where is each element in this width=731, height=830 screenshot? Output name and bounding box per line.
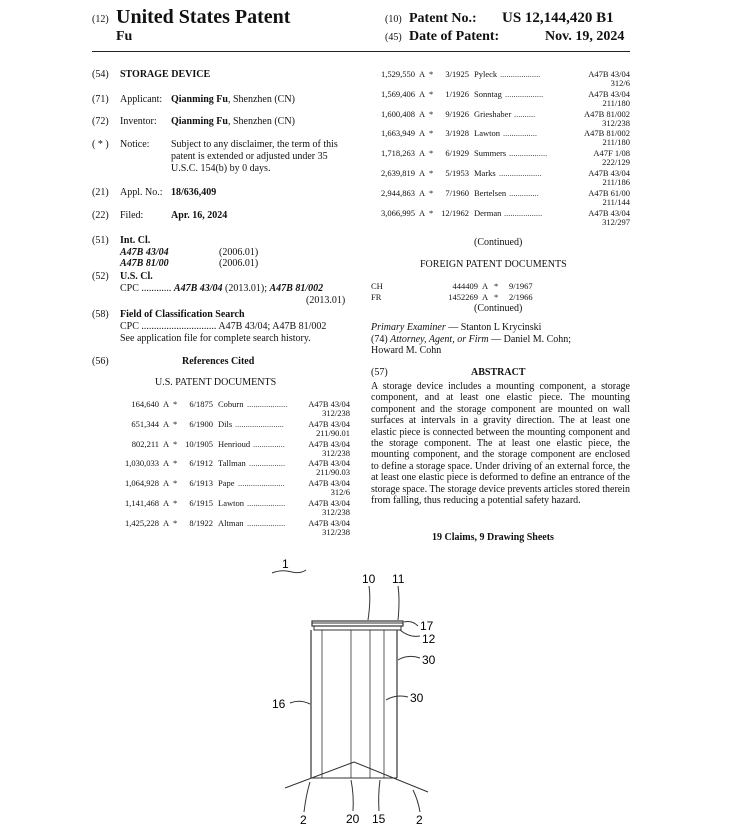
document-title: United States Patent	[116, 6, 291, 28]
ref-subclass: 312/238	[322, 526, 350, 537]
ref-name: Grieshaber	[474, 108, 512, 119]
ref-class: A47B 81/002	[583, 108, 630, 119]
cpc-2-year: (2013.01)	[306, 295, 346, 306]
ref-name: Lawton	[218, 498, 244, 508]
foreign-date: 9/1967	[509, 281, 533, 291]
cpc-1: A47B 43/04	[173, 283, 223, 294]
cpc-1-year: (2013.01);	[222, 283, 270, 294]
ref-kind: A	[163, 399, 170, 409]
ref-class: A47B 43/04	[588, 88, 630, 99]
field-search-label: Field of Classification Search	[120, 309, 245, 320]
ref-subclass: 312/6	[610, 78, 630, 88]
foreign-star: *	[494, 291, 499, 302]
field-search-cpc: CPC .............................. A47B 43/04; A47B 81/002	[120, 321, 327, 332]
ref-class: A47F 1/08	[593, 148, 630, 159]
code-54: (54)	[92, 69, 109, 80]
ref-number: 1,141,468	[125, 498, 159, 508]
ref-star: *	[173, 458, 178, 469]
ref-subclass: 312/238	[602, 117, 630, 128]
ref-number: 1,030,033	[125, 458, 159, 469]
inventor-label: Inventor:	[120, 116, 157, 127]
code-56: (56)	[92, 356, 109, 367]
ref-number: 1,425,228	[125, 517, 159, 528]
foreign-date: 2/1966	[509, 291, 533, 302]
ref-number: 164,640	[131, 399, 159, 409]
ref-number: 651,344	[131, 418, 159, 429]
patent-no-label: Patent No.:	[409, 11, 477, 26]
ref-kind: A	[163, 418, 170, 429]
ref-name: Bertelsen	[474, 187, 507, 198]
intcl-2-year: (2006.01)	[219, 258, 259, 269]
foreign-kind: A	[482, 291, 489, 302]
ref-date: 6/1912	[189, 458, 213, 469]
abstract-label: ABSTRACT	[471, 367, 526, 378]
ref-name: Sonntag	[474, 88, 502, 99]
ref-leader-dots: ..........	[514, 108, 536, 119]
code-notice: ( * )	[92, 139, 109, 150]
ref-kind: A	[163, 498, 170, 508]
ref-date: 3/1928	[445, 128, 469, 139]
ref-star: *	[429, 148, 434, 159]
agent-name-2: Howard M. Cohn	[371, 345, 442, 356]
ref-date: 7/1960	[445, 187, 469, 198]
notice-line-3: U.S.C. 154(b) by 0 days.	[171, 163, 271, 174]
ref-kind: A	[419, 187, 426, 198]
ref-name: Pape	[218, 478, 235, 489]
ref-kind: A	[419, 69, 426, 79]
inventor-surname-header: Fu	[116, 29, 133, 44]
code-57: (57)	[371, 367, 388, 378]
ref-star: *	[429, 128, 434, 139]
ref-class: A47B 81/002	[583, 128, 630, 139]
ref-date: 6/1900	[189, 418, 213, 429]
code-12: (12)	[92, 14, 109, 25]
ref-date: 6/1913	[189, 478, 213, 489]
ref-class: A47B 43/04	[308, 418, 350, 429]
ref-number: 2,944,863	[381, 187, 415, 198]
patent-number: US 12,144,420 B1	[502, 10, 614, 26]
ref-leader-dots: .................	[249, 458, 286, 469]
ref-number: 1,718,263	[381, 148, 415, 159]
ref-date: 3/1925	[445, 69, 469, 79]
label-30-upper: 30	[422, 653, 436, 667]
ref-kind: A	[163, 458, 170, 469]
intcl-2: A47B 81/00	[120, 258, 169, 269]
ref-kind: A	[163, 438, 170, 449]
foreign-country: CH	[371, 281, 383, 291]
leader-12	[400, 630, 420, 636]
intcl-1-year: (2006.01)	[219, 247, 259, 258]
continued-2: (Continued)	[474, 303, 523, 314]
code-71: (71)	[92, 94, 109, 105]
ref-name: Henrioud	[218, 438, 251, 449]
ref-leader-dots: ....................	[499, 168, 542, 178]
ref-number: 1,663,949	[381, 128, 415, 139]
ref-star: *	[429, 88, 434, 99]
ref-leader-dots: ..............	[509, 187, 539, 198]
ref-name: Summers	[474, 148, 507, 159]
ref-date: 8/1922	[189, 517, 213, 528]
label-30-lower: 30	[410, 691, 424, 705]
ref-date: 10/1905	[185, 438, 213, 449]
appl-no: 18/636,409	[171, 187, 217, 198]
cpc-2: A47B 81/002	[269, 283, 324, 294]
ref-date: 9/1926	[445, 108, 469, 119]
ref-class: A47B 43/04	[308, 517, 350, 528]
ref-kind: A	[419, 128, 426, 139]
ref-name: Marks	[474, 168, 496, 178]
leader-10	[368, 586, 370, 620]
continued-1: (Continued)	[474, 237, 523, 248]
applicant-location: , Shenzhen (CN)	[227, 94, 295, 105]
ref-class: A47B 43/04	[308, 478, 350, 489]
ref-name: Lawton	[474, 128, 500, 139]
ref-leader-dots: ..................	[247, 517, 286, 528]
ref-leader-dots: .......................	[235, 418, 284, 429]
agent-label: Attorney, Agent, or Firm	[390, 334, 489, 345]
ref-date: 5/1953	[445, 168, 469, 178]
ref-star: *	[429, 168, 434, 178]
notice-line-1: Subject to any disclaimer, the term of this	[171, 139, 338, 150]
ref-number: 1,064,928	[125, 478, 159, 489]
ref-number: 1,569,406	[381, 88, 415, 99]
notice-line-2: patent is extended or adjusted under 35	[171, 151, 328, 162]
ref-class: A47B 43/04	[308, 399, 350, 409]
ref-class: A47B 43/04	[308, 498, 350, 508]
foreign-number: 1452269	[448, 291, 478, 302]
code-51: (51)	[92, 235, 109, 246]
ref-number: 1,529,550	[381, 69, 415, 79]
foreign-docs-label: FOREIGN PATENT DOCUMENTS	[420, 259, 567, 270]
leader-2a	[304, 782, 310, 812]
ref-star: *	[429, 207, 434, 218]
label-10: 10	[362, 572, 376, 586]
ref-subclass: 211/180	[602, 97, 630, 108]
label-11: 11	[392, 572, 405, 586]
foreign-country: FR	[371, 291, 382, 302]
examiner-name: — Stanton L Krycinski	[445, 322, 542, 333]
ref-star: *	[429, 69, 434, 79]
ref-number: 802,211	[131, 438, 159, 449]
ref-star: *	[173, 478, 178, 489]
examiner-label: Primary Examiner	[371, 322, 446, 333]
ref-subclass: 222/129	[602, 157, 630, 168]
ref-star: *	[429, 187, 434, 198]
ref-name: Derman	[474, 207, 502, 218]
date-of-patent-label: Date of Patent:	[409, 29, 500, 44]
ref-number: 2,639,819	[381, 168, 415, 178]
ref-subclass: 312/238	[322, 408, 350, 418]
code-74: (74)	[371, 334, 388, 345]
uscl-label: U.S. Cl.	[120, 271, 153, 282]
us-patent-docs-label: U.S. PATENT DOCUMENTS	[155, 377, 277, 388]
ref-subclass: 312/238	[322, 507, 350, 517]
intcl-1: A47B 43/04	[120, 247, 169, 258]
foreign-kind: A	[482, 281, 489, 291]
filed-label: Filed:	[120, 210, 144, 221]
code-52: (52)	[92, 271, 109, 282]
code-10: (10)	[385, 14, 402, 25]
ref-name: Tallman	[218, 458, 246, 469]
ref-date: 6/1929	[445, 148, 469, 159]
ref-star: *	[173, 517, 178, 528]
claims-sheets: 19 Claims, 9 Drawing Sheets	[432, 532, 554, 543]
invention-title: STORAGE DEVICE	[120, 69, 211, 80]
label-20: 20	[346, 812, 360, 826]
ref-class: A47B 43/04	[308, 438, 350, 449]
applicant-name: Qianming Fu	[171, 94, 228, 105]
leader-15	[379, 780, 380, 811]
leader-30a	[398, 656, 420, 660]
ref-subclass: 312/6	[330, 487, 350, 498]
leader-11	[398, 586, 399, 620]
ref-kind: A	[163, 517, 170, 528]
ref-star: *	[173, 438, 178, 449]
ref-kind: A	[419, 88, 426, 99]
ref-date: 12/1962	[441, 207, 469, 218]
ref-subclass: 211/186	[602, 177, 630, 187]
ref-class: A47B 61/00	[588, 187, 630, 198]
wall-line-left	[285, 762, 354, 788]
wall-line-right	[354, 762, 428, 792]
ref-date: 6/1915	[189, 498, 213, 508]
inventor-name: Qianming Fu	[171, 116, 228, 127]
ref-kind: A	[419, 168, 426, 178]
inventor-location: , Shenzhen (CN)	[227, 116, 295, 127]
ref-leader-dots: ................	[503, 128, 537, 139]
ref-kind: A	[163, 478, 170, 489]
ref-name: Dils	[218, 418, 233, 429]
ref-class: A47B 43/04	[588, 69, 630, 79]
ref-star: *	[173, 498, 178, 508]
code-58: (58)	[92, 309, 109, 320]
ref-subclass: 211/180	[602, 137, 630, 148]
label-12: 12	[422, 632, 436, 646]
ref-class: A47B 43/04	[588, 168, 630, 178]
abstract-text: A storage device includes a mounting component, a storage component, and at least one elastic piece. The mounting component and the storage component are mounted on wall surfaces at intervals in a gravity direction. The at least one elastic piece is connected between the mounting component and the storage component. The at least one elastic piece, the mounting component, and the storage component are enclosed to define a storage space. Under driving of an external force, the at least one elastic piece is deformed to define an entrance of the storage space. The storage device prevents articles stored therein from falling, thus reducing a potential safety hazard.	[371, 381, 630, 507]
ref-leader-dots: ..................	[247, 498, 286, 508]
ref-star: *	[173, 399, 178, 409]
ref-subclass: 211/90.01	[316, 427, 350, 438]
ref-leader-dots: ..................	[505, 88, 544, 99]
ref-leader-dots: ..................	[504, 207, 543, 218]
intcl-label: Int. Cl.	[120, 235, 151, 246]
agent-name: — Daniel M. Cohn;	[488, 334, 572, 345]
code-45: (45)	[385, 32, 402, 43]
notice-label: Notice:	[120, 139, 150, 150]
label-16: 16	[272, 697, 286, 711]
ref-subclass: 211/144	[602, 196, 630, 207]
ref-leader-dots: ...............	[253, 438, 285, 449]
ref-kind: A	[419, 108, 426, 119]
ref-leader-dots: ......................	[238, 478, 285, 489]
label-2-left: 2	[300, 813, 307, 827]
leader-2b	[413, 790, 420, 812]
foreign-number: 444409	[452, 281, 478, 291]
ref-kind: A	[419, 148, 426, 159]
appl-no-label: Appl. No.:	[120, 187, 163, 198]
label-1: 1	[282, 557, 289, 571]
field-search-note: See application file for complete search history.	[120, 333, 311, 344]
code-72: (72)	[92, 116, 109, 127]
ref-subclass: 312/238	[322, 447, 350, 458]
ref-leader-dots: ...................	[247, 399, 287, 409]
ref-class: A47B 43/04	[308, 458, 350, 469]
ref-name: Altman	[218, 517, 244, 528]
leader-16	[290, 701, 310, 704]
ref-number: 1,600,408	[381, 108, 415, 119]
ref-star: *	[173, 418, 178, 429]
filed-date: Apr. 16, 2024	[171, 210, 228, 221]
cpc-prefix: CPC ............	[120, 283, 172, 294]
label-17: 17	[420, 619, 434, 633]
ref-date: 6/1875	[189, 399, 213, 409]
ref-kind: A	[419, 207, 426, 218]
leader-17	[404, 622, 418, 627]
ref-leader-dots: ...................	[500, 69, 541, 79]
ref-number: 3,066,995	[381, 207, 415, 218]
label-2-right: 2	[416, 813, 423, 827]
applicant-label: Applicant:	[120, 94, 163, 105]
ref-date: 1/1926	[445, 88, 469, 99]
ref-class: A47B 43/04	[588, 207, 630, 218]
label-15: 15	[372, 812, 386, 826]
leader-20	[351, 780, 353, 811]
foreign-star: *	[494, 281, 499, 291]
ref-subclass: 211/90.03	[316, 467, 350, 478]
ref-name: Coburn	[218, 399, 244, 409]
code-22: (22)	[92, 210, 109, 221]
ref-name: Pyleck	[474, 69, 498, 79]
references-cited-label: References Cited	[182, 356, 255, 367]
ref-star: *	[429, 108, 434, 119]
label-1-leader	[272, 570, 306, 573]
ref-leader-dots: ..................	[509, 148, 548, 159]
date-of-patent: Nov. 19, 2024	[545, 29, 625, 44]
code-21: (21)	[92, 187, 109, 198]
ref-subclass: 312/297	[602, 216, 630, 227]
